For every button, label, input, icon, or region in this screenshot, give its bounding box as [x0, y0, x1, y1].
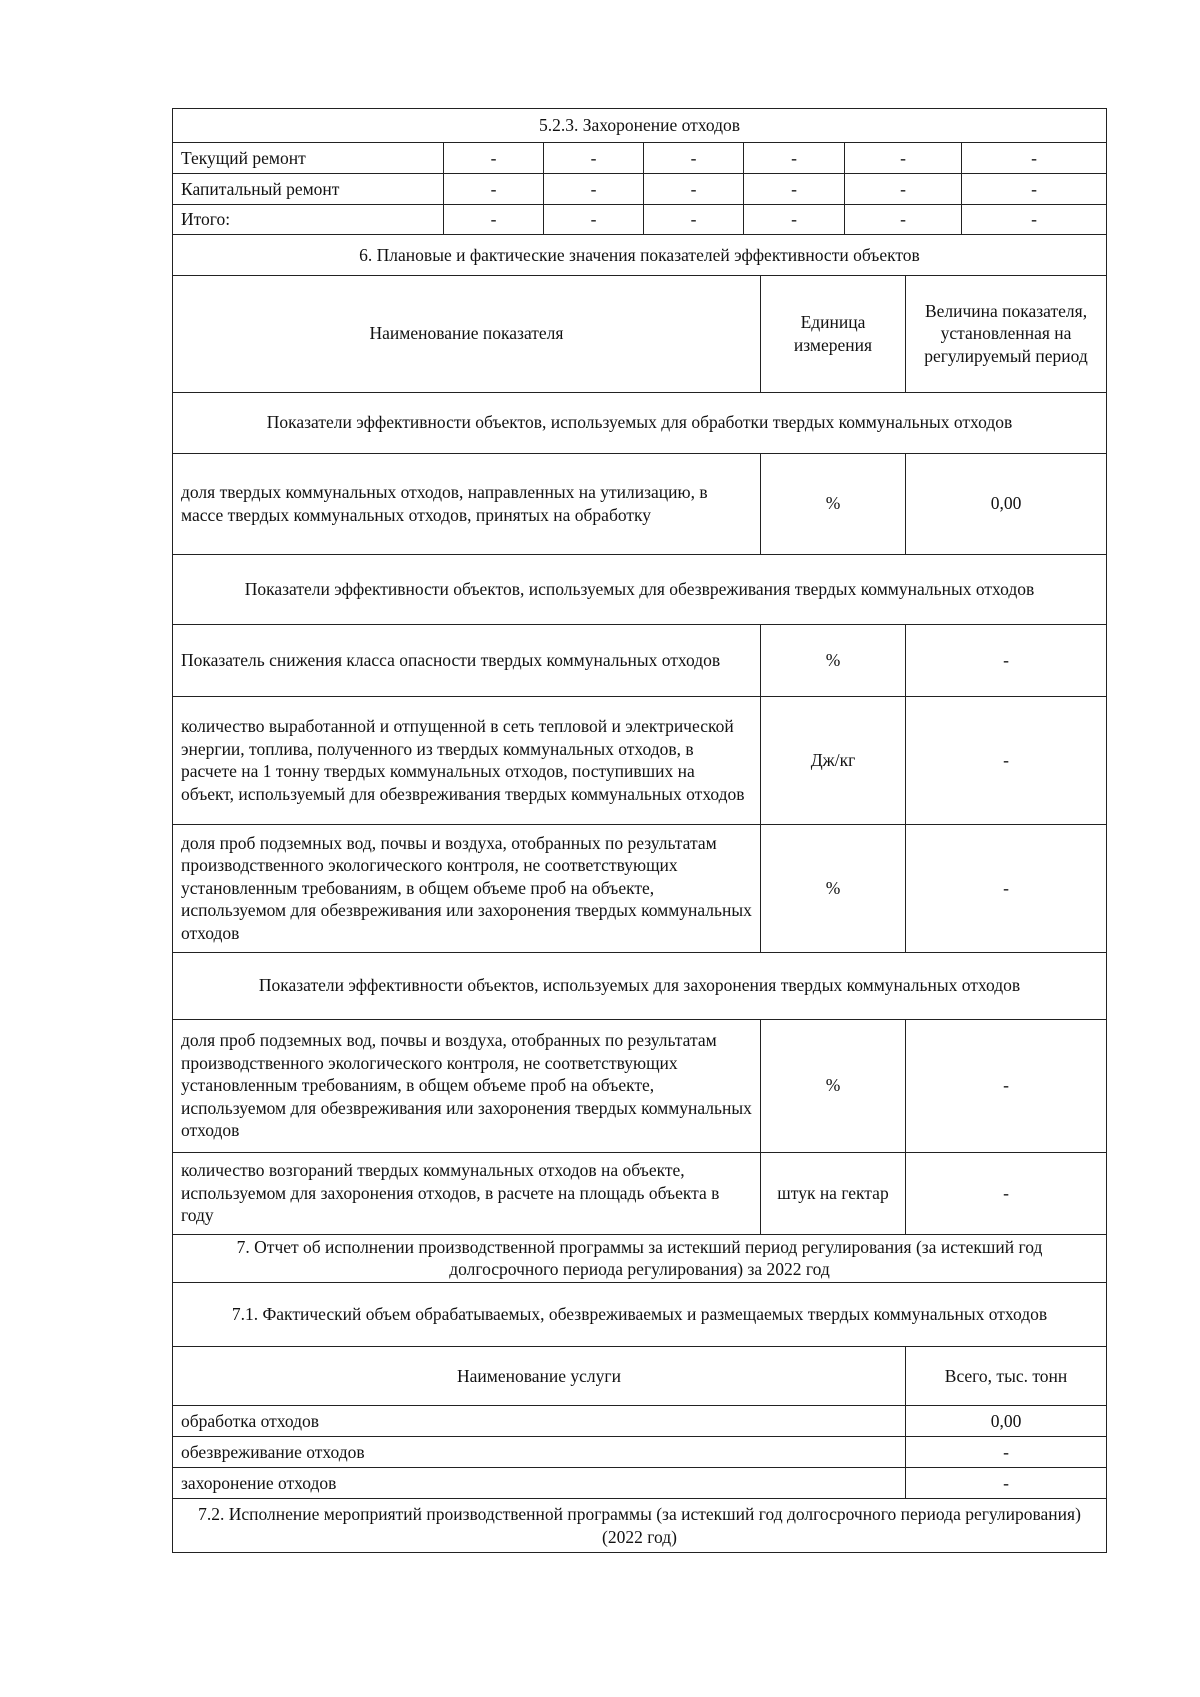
group-title-processing: Показатели эффективности объектов, используемых для обработки твердых коммунальных отходов [173, 392, 1107, 453]
cell: - [845, 174, 962, 205]
group-title-neutralization: Показатели эффективности объектов, используемых для обезвреживания твердых коммунальных отходов [173, 554, 1107, 624]
indicator-value: 0,00 [906, 453, 1107, 554]
table-row [173, 1152, 1107, 1234]
service-name: обработка отходов [173, 1406, 906, 1437]
cell: - [444, 205, 544, 235]
header-value: Величина показателя, установленная на регулируемый период [906, 275, 1107, 392]
row-label: Итого: [173, 205, 444, 235]
row-label: Текущий ремонт [173, 143, 444, 174]
indicator-unit: Дж/кг [761, 696, 906, 824]
efficiency-indicators-table [172, 235, 1107, 1235]
cell: - [962, 174, 1107, 205]
cell: - [744, 205, 845, 235]
service-total: - [906, 1437, 1107, 1468]
table-header-row [173, 275, 1107, 392]
cell: - [644, 205, 744, 235]
table-row [173, 1468, 1107, 1499]
cell: - [544, 205, 644, 235]
section-7-1-title: 7.1. Фактический объем обрабатываемых, обезвреживаемых и размещаемых твердых коммунальных отходов [173, 1283, 1107, 1347]
cell: - [845, 143, 962, 174]
table-row [173, 824, 1107, 952]
indicator-value: - [906, 1019, 1107, 1152]
table-row [173, 453, 1107, 554]
service-name: обезвреживание отходов [173, 1437, 906, 1468]
cell: - [544, 143, 644, 174]
indicator-name: доля твердых коммунальных отходов, направленных на утилизацию, в массе твердых коммунальных отходов, принятых на обработку [173, 453, 761, 554]
cell: - [644, 174, 744, 205]
cell: - [962, 143, 1107, 174]
table-row [173, 624, 1107, 696]
indicator-value: - [906, 624, 1107, 696]
indicator-unit: % [761, 453, 906, 554]
header-unit: Единица измерения [761, 275, 906, 392]
table-row [173, 1437, 1107, 1468]
cell: - [744, 174, 845, 205]
cell: - [444, 174, 544, 205]
service-total: - [906, 1468, 1107, 1499]
header-service-name: Наименование услуги [173, 1347, 906, 1406]
header-indicator-name: Наименование показателя [173, 275, 761, 392]
indicator-value: - [906, 824, 1107, 952]
row-label: Капитальный ремонт [173, 174, 444, 205]
indicator-name: количество возгораний твердых коммунальных отходов на объекте, используемом для захоронения отходов, в расчете на площадь объекта в году [173, 1152, 761, 1234]
cell: - [744, 143, 845, 174]
table-header-row [173, 1347, 1107, 1406]
cell: - [444, 143, 544, 174]
table-row [173, 143, 1107, 174]
header-total: Всего, тыс. тонн [906, 1347, 1107, 1406]
program-report-table [172, 1235, 1107, 1554]
table-row [173, 205, 1107, 235]
document-sheet [172, 108, 1106, 1553]
group-title-burial: Показатели эффективности объектов, используемых для захоронения твердых коммунальных отходов [173, 952, 1107, 1019]
cell: - [845, 205, 962, 235]
table-row [173, 1406, 1107, 1437]
service-name: захоронение отходов [173, 1468, 906, 1499]
service-total: 0,00 [906, 1406, 1107, 1437]
indicator-unit: штук на гектар [761, 1152, 906, 1234]
cell: - [644, 143, 744, 174]
table-row [173, 696, 1107, 824]
indicator-unit: % [761, 1019, 906, 1152]
indicator-value: - [906, 696, 1107, 824]
indicator-name: доля проб подземных вод, почвы и воздуха, отобранных по результатам производственного экологического контроля, не соответствующих установленным требованиям, в общем объеме проб на объекте, используемом для обезвреживания или захоронения твердых коммунальных отходов [173, 824, 761, 952]
indicator-name: доля проб подземных вод, почвы и воздуха, отобранных по результатам производственного экологического контроля, не соответствующих установленным требованиям, в общем объеме проб на объекте, используемом для обезвреживания или захоронения твердых коммунальных отходов [173, 1019, 761, 1152]
indicator-unit: % [761, 624, 906, 696]
burial-repair-table [172, 108, 1107, 235]
indicator-unit: % [761, 824, 906, 952]
table-row [173, 174, 1107, 205]
section-5-2-3-title: 5.2.3. Захоронение отходов [173, 109, 1107, 143]
section-6-title: 6. Плановые и фактические значения показателей эффективности объектов [173, 235, 1107, 275]
section-7-2-title: 7.2. Исполнение мероприятий производственной программы (за истекший год долгосрочного периода регулирования) (2022 год) [173, 1499, 1107, 1553]
indicator-name: Показатель снижения класса опасности твердых коммунальных отходов [173, 624, 761, 696]
table-row [173, 1019, 1107, 1152]
indicator-name: количество выработанной и отпущенной в сеть тепловой и электрической энергии, топлива, полученного из твердых коммунальных отходов, в расчете на 1 тонну твердых коммунальных отходов, поступивших на объект, используемый для обезвреживания твердых коммунальных отходов [173, 696, 761, 824]
cell: - [544, 174, 644, 205]
cell: - [962, 205, 1107, 235]
section-7-title: 7. Отчет об исполнении производственной программы за истекший период регулирования (за истекший год долгосрочного периода регулирования) за 2022 год [173, 1235, 1107, 1283]
indicator-value: - [906, 1152, 1107, 1234]
